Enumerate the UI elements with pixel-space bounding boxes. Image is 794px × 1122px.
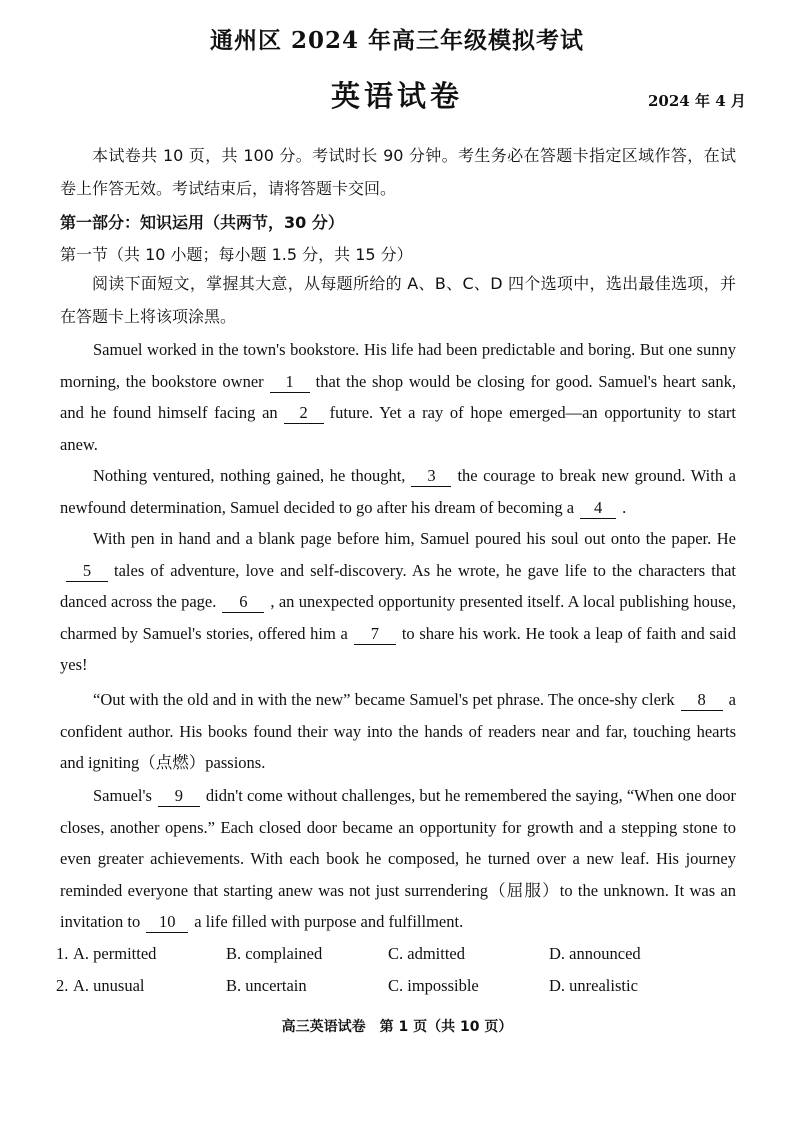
option-c: C. admitted xyxy=(388,944,465,963)
exam-date: 2024 年 4 月 xyxy=(648,92,746,110)
option-d: D. unrealistic xyxy=(549,976,638,995)
passage-text: “Out with the old and in with the new” became Samuel's pet phrase. The once-shy clerk xyxy=(93,690,675,709)
passage-paragraph-3 xyxy=(60,523,736,681)
blank-5: 5 xyxy=(66,561,108,582)
passage-text: that the shop would be closing for good. Samuel's heart sank, and he found himself facing an xyxy=(60,371,736,422)
blank-6: 6 xyxy=(222,592,264,613)
passage-text: tales of adventure, love and self-discovery. As he wrote, he gave life to the characters that danced across the page. xyxy=(60,560,736,611)
passage-text: a confident author. His books found their way into the hands of readers near and far, touching hearts and igniting（点燃）passions. xyxy=(60,690,736,772)
blank-1: 1 xyxy=(270,372,310,393)
option-a: A. unusual xyxy=(73,976,145,995)
passage-text: future. Yet a ray of hope emerged—an opportunity to start anew. xyxy=(60,403,736,454)
question-options xyxy=(56,944,756,1008)
blank-8: 8 xyxy=(681,690,723,711)
option-b: B. complained xyxy=(226,944,323,963)
passage-text: didn't come without challenges, but he remembered the saying, “When one door closes, another opens.” Each closed door became an opportunity for growth and a stepping stone to even greater achievements. With each book he composed, he turned over a new leaf. His journey reminded everyone that starting anew was not just surrendering（屈服）to the unknown. It was an invitation to xyxy=(60,786,736,931)
question-2 xyxy=(56,976,756,1008)
option-c: C. impossible xyxy=(388,976,479,995)
paper-title: 英语试卷 xyxy=(330,79,463,113)
passage-text: the courage to break new ground. With a newfound determination, Samuel decided to go after his dream of becoming a xyxy=(60,466,736,517)
page-footer: 高三英语试卷 第 1 页（共 10 页） xyxy=(281,1019,513,1035)
question-1 xyxy=(56,944,756,976)
passage-paragraph-5 xyxy=(60,780,736,938)
option-b: B. uncertain xyxy=(226,976,307,995)
passage-text: Samuel worked in the town's bookstore. His life had been predictable and boring. But one sunny morning, the bookstore owner xyxy=(60,340,736,391)
question-number: 1. xyxy=(56,944,69,963)
blank-10: 10 xyxy=(146,912,188,933)
passage-text: to share his work. He took a leap of faith and said yes! xyxy=(60,623,737,674)
passage-text: With pen in hand and a blank page before him, Samuel poured his soul out onto the paper. He xyxy=(93,529,736,548)
passage-text: , an unexpected opportunity presented itself. A local publishing house, charmed by Samuel's stories, offered him a xyxy=(60,592,736,643)
blank-2: 2 xyxy=(284,403,324,424)
option-d: D. announced xyxy=(549,944,641,963)
passage-paragraph-4 xyxy=(60,684,736,779)
blank-3: 3 xyxy=(411,466,451,487)
exam-title: 通州区 2024 年高三年级模拟考试 xyxy=(209,27,585,54)
passage-text: Nothing ventured, nothing gained, he thought, xyxy=(93,466,406,485)
passage-text: . xyxy=(622,497,627,517)
blank-4: 4 xyxy=(580,498,616,519)
question-number: 2. xyxy=(56,976,69,995)
section1-heading: 第一节（共 10 小题；每小题 1.5 分，共 15 分） xyxy=(60,245,413,264)
blank-7: 7 xyxy=(354,624,396,645)
passage-paragraph-1 xyxy=(60,334,736,460)
part1-heading: 第一部分：知识运用（共两节，30 分） xyxy=(60,213,344,232)
passage-text: a life filled with purpose and fulfillment. xyxy=(194,912,464,931)
passage-text: Samuel's xyxy=(93,786,152,805)
option-a: A. permitted xyxy=(73,944,157,963)
instructions: 本试卷共 10 页，共 100 分。考试时长 90 分钟。考生务必在答题卡指定区域作答，在试卷上作答无效。考试结束后，请将答题卡交回。 xyxy=(60,146,736,198)
passage-paragraph-2 xyxy=(60,460,736,523)
directions: 阅读下面短文，掌握其大意，从每题所给的 A、B、C、D 四个选项中，选出最佳选项，并在答题卡上将该项涂黑。 xyxy=(60,274,736,326)
blank-9: 9 xyxy=(158,786,200,807)
